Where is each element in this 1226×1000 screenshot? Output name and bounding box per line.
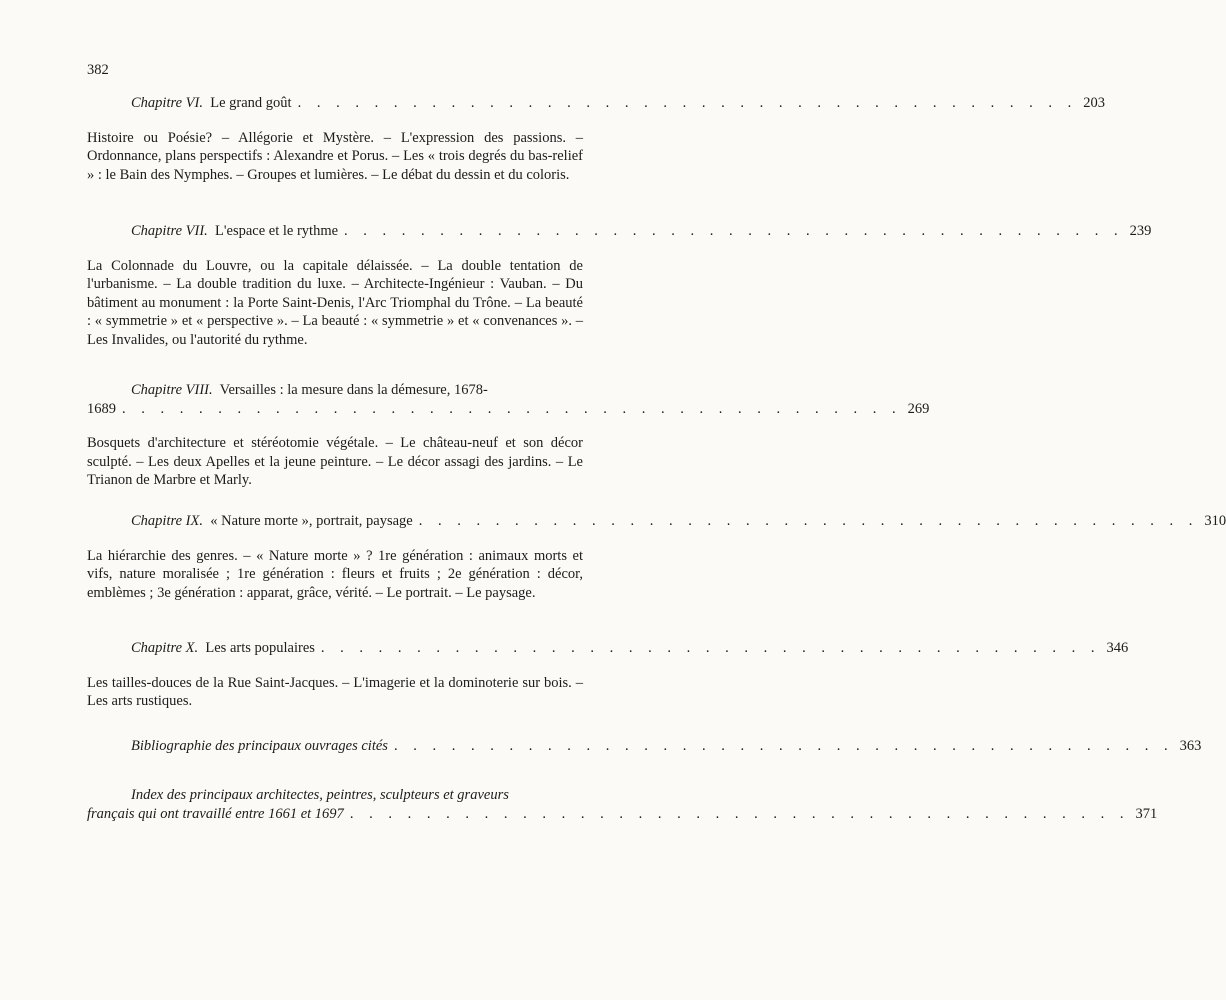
bibliography-page: 363 <box>1179 738 1202 754</box>
toc-entry-chapter-8 <box>87 381 583 400</box>
index-page: 371 <box>1135 805 1158 822</box>
chapter-6 <box>87 94 1105 184</box>
dot-leader: . . . . . . . . . . . . . . . . . . . . . . . . . . . . . . . . . . . . . . . . . <box>320 640 1101 656</box>
toc-entry-index <box>87 805 1158 824</box>
index-title-line1: Index des principaux architectes, peintres, sculpteurs et graveurs <box>131 787 509 803</box>
chapter-8 <box>87 381 930 490</box>
chapter-title-line1: Versailles : la mesure dans la démesure, 1678- <box>219 382 488 398</box>
chapter-title: Le grand goût <box>210 95 292 111</box>
chapter-label: Chapitre VIII. <box>131 382 213 398</box>
index-entry <box>87 786 1158 823</box>
dot-leader: . . . . . . . . . . . . . . . . . . . . . . . . . . . . . . . . . . . . . . . . . <box>297 95 1078 111</box>
chapter-page: 310 <box>1204 513 1226 529</box>
chapter-summary-text: La Colonnade du Louvre, ou la capitale délaissée. – La double tentation de l'urbanisme. – La double tradition du luxe. – Architecte-Ingénieur : Vauban. – Du bâtiment au monument : la Porte Saint-Denis, l'Arc Triomphal du Trône. – La beauté : « symmetrie » et « perspective ». – La beauté : « symmetrie » et « convenances ». – Les Invalides, ou l'autorité du rythme. <box>87 257 583 348</box>
chapter-label: Chapitre VII. <box>131 223 208 239</box>
chapter-summary <box>87 547 583 603</box>
chapter-title: « Nature morte », portrait, paysage <box>210 513 413 529</box>
chapter-heading <box>131 222 338 241</box>
chapter-title: Les arts populaires <box>205 640 315 656</box>
chapter-summary-text: Les tailles-douces de la Rue Saint-Jacques. – L'imagerie et la dominoterie sur bois. – Les arts rustiques. <box>87 674 583 709</box>
chapter-heading <box>131 512 413 531</box>
chapter-title: L'espace et le rythme <box>215 223 339 239</box>
dot-leader: . . . . . . . . . . . . . . . . . . . . . . . . . . . . . . . . . . . . . . . . . <box>344 223 1124 239</box>
bibliography-entry <box>87 737 1202 756</box>
toc-entry-chapter-6 <box>87 94 1105 113</box>
chapter-summary <box>87 257 583 350</box>
toc-entry-chapter-10 <box>87 639 1129 658</box>
chapter-page: 203 <box>1083 95 1105 111</box>
chapter-summary <box>87 129 583 185</box>
index-title-line2: français qui ont travaillé entre 1661 et 1697 <box>87 805 344 822</box>
dot-leader: . . . . . . . . . . . . . . . . . . . . . . . . . . . . . . . . . . . . . . . . . <box>393 738 1174 754</box>
chapter-7 <box>87 222 1152 349</box>
toc-entry-chapter-8-line2 <box>87 400 930 419</box>
dot-leader: . . . . . . . . . . . . . . . . . . . . . . . . . . . . . . . . . . . . . . . . . <box>349 805 1130 822</box>
chapter-label: Chapitre VI. <box>131 95 203 111</box>
page-number: 382 <box>87 62 109 78</box>
chapter-10 <box>87 639 1129 711</box>
chapter-summary <box>87 674 583 711</box>
chapter-summary-text: La hiérarchie des genres. – « Nature morte » ? 1re génération : animaux morts et vifs, nature moralisée ; 1re génération : fleurs et fruits ; 2e génération : décor, emblèmes ; 3e génération : apparat, grâce, vérité. – Le portrait. – Le paysage. <box>87 547 583 601</box>
toc-entry-chapter-7 <box>87 222 1152 241</box>
bibliography-title: Bibliographie des principaux ouvrages cités <box>131 738 388 754</box>
chapter-page: 239 <box>1129 223 1152 239</box>
chapter-summary-text: Bosquets d'architecture et stéréotomie végétale. – Le château-neuf et son décor sculpté. – Les deux Apelles et la jeune peinture. – Le décor assagi des jardins. – Le Trianon de Marbre et Marly. <box>87 435 583 488</box>
toc-entry-bibliography <box>87 737 1202 756</box>
dot-leader: . . . . . . . . . . . . . . . . . . . . . . . . . . . . . . . . . . . . . . . . . <box>122 400 902 417</box>
toc-entry-chapter-9 <box>87 512 1226 531</box>
chapter-title-line2: 1689 <box>87 400 116 417</box>
chapter-summary <box>87 434 583 490</box>
chapter-summary-text: Histoire ou Poésie? – Allégorie et Mystère. – L'expression des passions. – Ordonnance, plans perspectifs : Alexandre et Porus. – Les « trois degrés du bas-relief » : le Bain des Nymphes. – Groupes et lumières. – Le débat du dessin et du coloris. <box>87 129 583 183</box>
chapter-page: 269 <box>907 400 930 417</box>
chapter-heading <box>131 94 292 113</box>
chapter-label: Chapitre IX. <box>131 513 203 529</box>
chapter-9 <box>87 512 1226 602</box>
chapter-heading <box>131 639 315 658</box>
chapter-label: Chapitre X. <box>131 640 199 656</box>
dot-leader: . . . . . . . . . . . . . . . . . . . . . . . . . . . . . . . . . . . . . . . . . <box>418 513 1199 529</box>
chapter-page: 346 <box>1106 640 1129 656</box>
